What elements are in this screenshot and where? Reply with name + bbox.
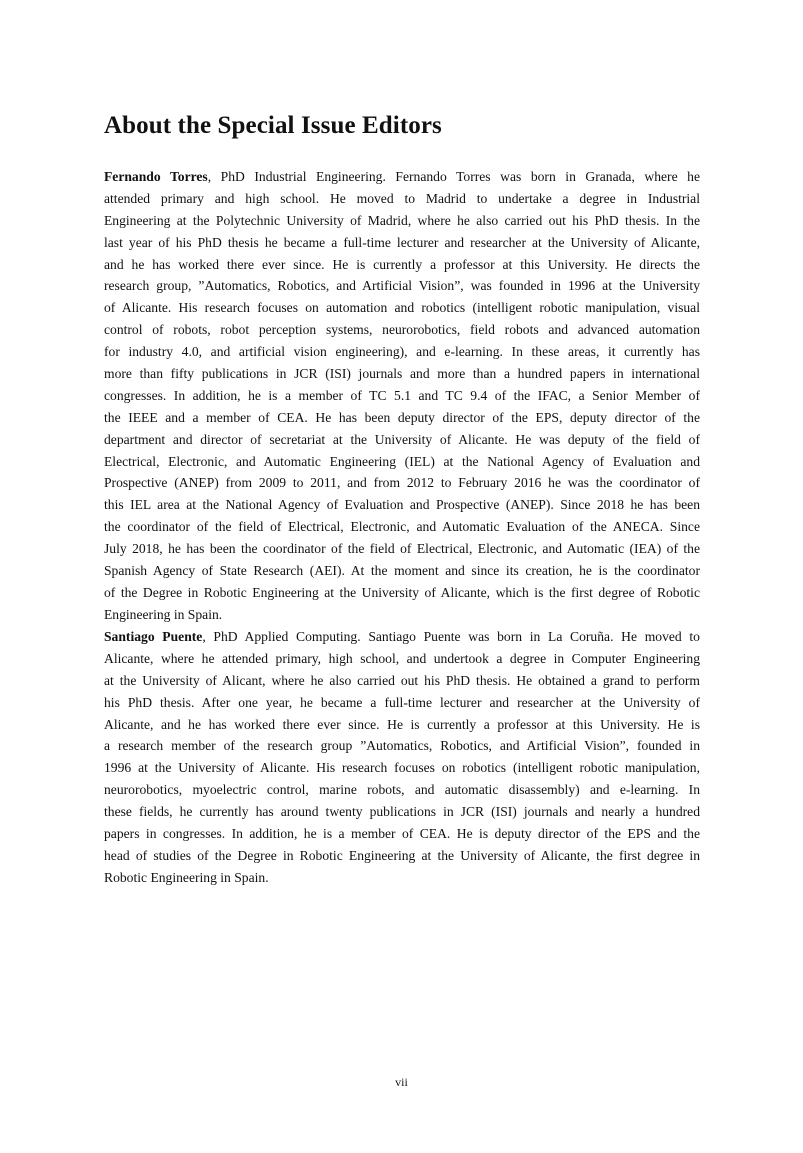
bio-line [104, 560, 700, 582]
bio-line-text: congresses. In addition, he is a member of TC 5.1 and TC 9.4 of the IFAC, a Senior Member of [104, 387, 700, 403]
bio-line-text: these fields, he currently has around twenty publications in JCR (ISI) journals and nearly a hundred [104, 804, 700, 820]
bio-line [104, 670, 700, 692]
bio-line [104, 341, 700, 363]
bio-line-text: at the University of Alicant, where he also carried out his PhD thesis. He obtained a grand to perform [104, 672, 700, 688]
bio-line [104, 494, 700, 516]
bio-line [104, 472, 700, 494]
bio-line-text: his PhD thesis. After one year, he became a full-time lecturer and researcher at the University of [104, 694, 700, 710]
bio-line-text: research group, ”Automatics, Robotics, and Artificial Vision”, was founded in 1996 at the University [104, 278, 700, 294]
bio-line-text: of the Degree in Robotic Engineering at the University of Alicante, which is the first degree of Robotic [104, 584, 700, 600]
editor-bio-torres [104, 166, 700, 626]
bio-line [104, 275, 700, 297]
bio-line-text: this IEL area at the National Agency of Evaluation and Prospective (ANEP). Since 2018 he has been [104, 497, 700, 513]
bio-line [104, 407, 700, 429]
bio-line-text: Spanish Agency of State Research (AEI). At the moment and since its creation, he is the coordinator [104, 563, 700, 579]
bio-line-text: Alicante, where he attended primary, high school, and undertook a degree in Computer Engineering [104, 650, 700, 666]
bio-line-text: department and director of secretariat at the University of Alicante. He was deputy of the field of [104, 431, 700, 447]
editor-name: Fernando Torres [104, 169, 208, 184]
bio-line-text: for industry 4.0, and artificial vision engineering), and e-learning. In these areas, it currently has [104, 344, 700, 360]
bio-line-text: Engineering at the Polytechnic University of Madrid, where he also carried out his PhD thesis. In the [104, 212, 700, 228]
page-number: vii [395, 1075, 408, 1089]
bio-line-text: Electrical, Electronic, and Automatic Engineering (IEL) at the National Agency of Evaluation and [104, 453, 700, 469]
bio-line [104, 210, 700, 232]
bio-line [104, 735, 700, 757]
bio-line [104, 188, 700, 210]
bio-line [104, 319, 700, 341]
bio-line [104, 538, 700, 560]
bio-line-text: head of studies of the Degree in Robotic Engineering at the University of Alicante, the first degree in [104, 847, 700, 863]
bio-line [104, 626, 700, 648]
bio-line [104, 429, 700, 451]
bio-line-text: of Alicante. His research focuses on automation and robotics (intelligent robotic manipulation, visual [104, 300, 700, 316]
bio-line [104, 385, 700, 407]
bio-line-text: Engineering in Spain. [104, 606, 223, 622]
bio-line [104, 845, 700, 867]
bio-line [104, 714, 700, 736]
bio-line-text: Alicante, and he has worked there ever since. He is currently a professor at this University. He is [104, 716, 700, 732]
bio-line-text: and he has worked there ever since. He is currently a professor at this University. He directs the [104, 256, 700, 272]
bio-line [104, 363, 700, 385]
bio-line [104, 823, 700, 845]
bio-line-text: July 2018, he has been the coordinator of the field of Electrical, Electronic, and Automatic (IEA) of the [104, 541, 700, 557]
bio-line-text: the IEEE and a member of CEA. He has been deputy director of the EPS, deputy director of the [104, 409, 700, 425]
page-title: About the Special Issue Editors [104, 112, 442, 139]
bio-line-text: more than fifty publications in JCR (ISI) journals and more than a hundred papers in international [104, 366, 700, 382]
editor-name: Santiago Puente [104, 629, 203, 644]
bio-line [104, 867, 700, 889]
bio-line-text: the coordinator of the field of Electrical, Electronic, and Automatic Evaluation of the ANECA. Since [104, 519, 700, 535]
bio-line-text: Robotic Engineering in Spain. [104, 869, 269, 885]
bio-line [104, 232, 700, 254]
bio-line [104, 297, 700, 319]
bio-line [104, 757, 700, 779]
bio-line-text: Prospective (ANEP) from 2009 to 2011, and from 2012 to February 2016 he was the coordinator of [104, 475, 700, 491]
bio-line-text: 1996 at the University of Alicante. His research focuses on robotics (intelligent robotic manipulation, [104, 760, 700, 776]
bio-line [104, 692, 700, 714]
editor-bio-puente [104, 626, 700, 889]
bio-line [104, 451, 700, 473]
bio-line [104, 254, 700, 276]
bio-line-text: last year of his PhD thesis he became a full-time lecturer and researcher at the University of Alicante, [104, 234, 700, 250]
bio-line [104, 516, 700, 538]
bio-line-text: control of robots, robot perception systems, neurorobotics, field robots and advanced automation [104, 322, 700, 338]
bio-line-text: neurorobotics, myoelectric control, marine robots, and automatic disassembly) and e-learning. In [104, 782, 700, 798]
bio-line-text: attended primary and high school. He moved to Madrid to undertake a degree in Industrial [104, 190, 700, 206]
bio-line-text: , PhD Industrial Engineering. Fernando Torres was born in Granada, where he [207, 169, 700, 184]
bio-line [104, 779, 700, 801]
bio-line-text: papers in congresses. In addition, he is a member of CEA. He is deputy director of the EPS and the [104, 826, 700, 842]
bio-line-text: , PhD Applied Computing. Santiago Puente was born in La Coruña. He moved to [202, 629, 700, 644]
bio-line [104, 648, 700, 670]
bio-line [104, 801, 700, 823]
bio-line [104, 582, 700, 604]
bio-line [104, 166, 700, 188]
bio-line-text: a research member of the research group ”Automatics, Robotics, and Artificial Vision”, founded in [104, 738, 700, 754]
bio-line [104, 604, 700, 626]
